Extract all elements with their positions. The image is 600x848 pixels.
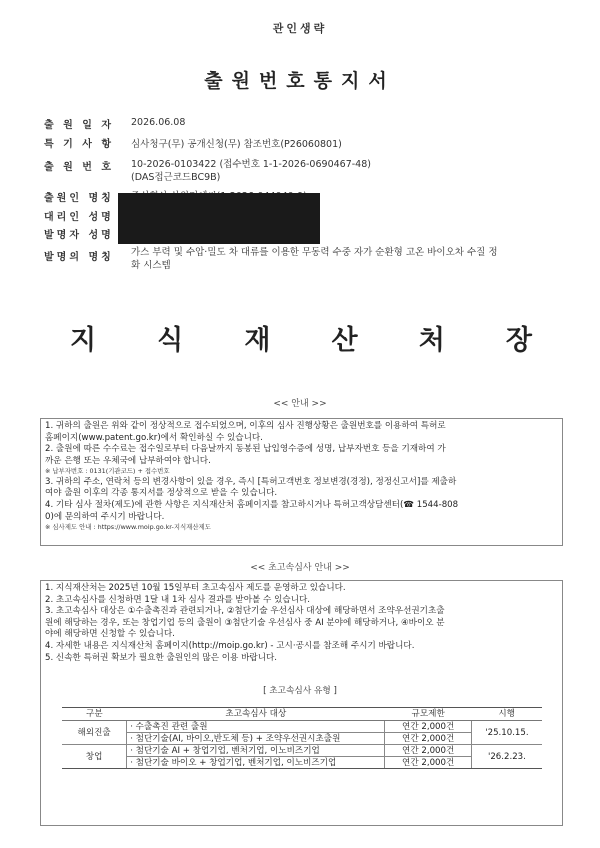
fast-track-heading: << 초고속심사 안내 >> xyxy=(250,563,350,573)
field-value-invention-title-cont: 화 시스템 xyxy=(131,260,171,271)
office-char: 재 xyxy=(244,325,271,356)
field-value-das-code: (DAS접근코드BC9B) xyxy=(131,172,221,183)
fast-track-line: 4. 자세한 내용은 지식재산처 홈페이지(http://moip.go.kr) - 고시·공시를 참조해 주시기 바랍니다. xyxy=(45,640,415,651)
field-value-filing-date: 2026.06.08 xyxy=(131,117,186,128)
table-row xyxy=(62,757,542,769)
limit-cell: 연간 2,000건 xyxy=(385,733,471,745)
fast-track-line: 5. 신속한 특허권 확보가 필요한 출원인의 많은 이용 바랍니다. xyxy=(45,652,278,663)
field-value-special-notes: 심사청구(무) 공개신청(무) 참조번호(P26060801) xyxy=(131,139,342,150)
fast-track-box xyxy=(40,580,563,826)
fast-track-line: 원에 해당하는 경우, 또는 창업기업 등의 출원이 ③첨단기술 우선심사 중 AI 분야에 해당하거나, ④바이오 분 xyxy=(45,617,445,628)
limit-cell: 연간 2,000건 xyxy=(385,721,471,733)
target-cell: · 수출촉진 관련 출원 xyxy=(127,721,385,733)
notice-line: 0)에 문의하여 주시기 바랍니다. xyxy=(45,511,165,522)
document-title: 출원번호통지서 xyxy=(204,70,396,92)
column-header: 규모제한 xyxy=(385,708,471,721)
date-cell: '26.2.23. xyxy=(471,745,542,769)
table-header-row xyxy=(62,708,542,721)
notice-line: 1. 귀하의 출원은 위와 같이 정상적으로 접수되었으며, 이후의 심사 진행상황은 출원번호를 이용하여 특허로 xyxy=(45,421,446,431)
target-cell: · 첨단기술 바이오 + 창업기업, 벤처기업, 이노비즈기업 xyxy=(127,757,385,769)
notice-line: 2. 출원에 따른 수수료는 접수일로부터 다음날까지 동봉된 납입영수증에 성명, 납부자번호 등을 기재하여 가 xyxy=(45,444,446,455)
notice-line: 홈페이지(www.patent.go.kr)에서 확인하실 수 있습니다. xyxy=(45,432,263,443)
target-cell: · 첨단기술(AI, 바이오,반도체 등) + 조약우선권시초출원 xyxy=(127,733,385,745)
field-label-applicant-name: 출원인 명칭 xyxy=(44,193,114,204)
column-header: 구분 xyxy=(62,708,127,721)
redaction-bar xyxy=(118,193,320,244)
target-cell: · 첨단기술 AI + 창업기업, 벤처기업, 이노비즈기업 xyxy=(127,745,385,757)
limit-cell: 연간 2,000건 xyxy=(385,745,471,757)
limit-cell: 연간 2,000건 xyxy=(385,757,471,769)
notice-line: 4. 기타 심사 절차(제도)에 관한 사항은 지식재산처 홈페이지를 참고하시거나 특허고객상담센터(☎ 1544-808 xyxy=(45,500,459,511)
field-value-application-number: 10-2026-0103422 (접수번호 1-1-2026-0690467-48) xyxy=(131,159,371,170)
office-char: 장 xyxy=(505,325,532,356)
field-label-filing-date: 출 원 일 자 xyxy=(44,120,115,131)
fast-track-types-table xyxy=(62,707,542,769)
office-char: 처 xyxy=(418,325,445,356)
fast-track-types-heading: [ 초고속심사 유형 ] xyxy=(263,686,337,696)
notice-box xyxy=(40,418,563,546)
notice-line: 까운 은행 또는 우체국에 납부하여야 합니다. xyxy=(45,455,211,466)
notice-line: 여야 출원 이후의 각종 통지서를 정상적으로 받을 수 있습니다. xyxy=(45,488,278,499)
fast-track-line: 2. 초고속심사를 신청하면 1달 내 1차 심사 결과를 받아볼 수 있습니다. xyxy=(45,594,311,605)
fast-track-line: 야에 해당하면 신청할 수 있습니다. xyxy=(45,629,175,640)
notice-line: 3. 귀하의 주소, 연락처 등의 변경사항이 있을 경우, 즉시 [특허고객번호 정보변경(경정), 정정신고서]를 제출하 xyxy=(45,476,457,487)
field-label-agent-name: 대리인 성명 xyxy=(44,212,114,223)
seal-omitted-label: 관인생략 xyxy=(272,22,328,35)
fast-track-line: 1. 지식재산처는 2025년 10월 15일부터 초고속심사 제도를 운영하고 있습니다. xyxy=(45,583,346,593)
category-cell: 창업 xyxy=(62,745,127,769)
notice-heading: << 안내 >> xyxy=(273,399,327,409)
notice-note: ※ 납부자번호 : 0131(기관코드) + 접수번호 xyxy=(45,467,170,476)
field-label-application-number: 출 원 번 호 xyxy=(44,162,115,173)
fast-track-line: 3. 초고속심사 대상은 ①수출촉진과 관련되거나, ②첨단기술 우선심사 대상에 해당하면서 조약우선권기초출 xyxy=(45,606,445,617)
office-char: 지 xyxy=(70,325,97,356)
column-header: 초고속심사 대상 xyxy=(127,708,385,721)
field-label-special-notes: 특 기 사 항 xyxy=(44,139,115,150)
office-char: 산 xyxy=(331,325,358,356)
notice-note: ※ 심사제도 안내 : https://www.moip.go.kr-지식재산제도 xyxy=(45,523,211,532)
table-row xyxy=(62,733,542,745)
column-header: 시행 xyxy=(471,708,542,721)
date-cell: '25.10.15. xyxy=(471,721,542,745)
table-row xyxy=(62,721,542,733)
category-cell: 해외진출 xyxy=(62,721,127,745)
field-value-invention-title: 가스 부력 및 수압·밀도 차 대류를 이용한 무동력 수중 자가 순환형 고온 바이오차 수질 정 xyxy=(131,247,498,258)
office-char: 식 xyxy=(157,325,184,356)
table-row xyxy=(62,745,542,757)
issuing-office xyxy=(0,318,600,357)
field-label-inventor-name: 발명자 성명 xyxy=(44,230,114,241)
field-label-invention-title: 발명의 명칭 xyxy=(44,252,114,263)
